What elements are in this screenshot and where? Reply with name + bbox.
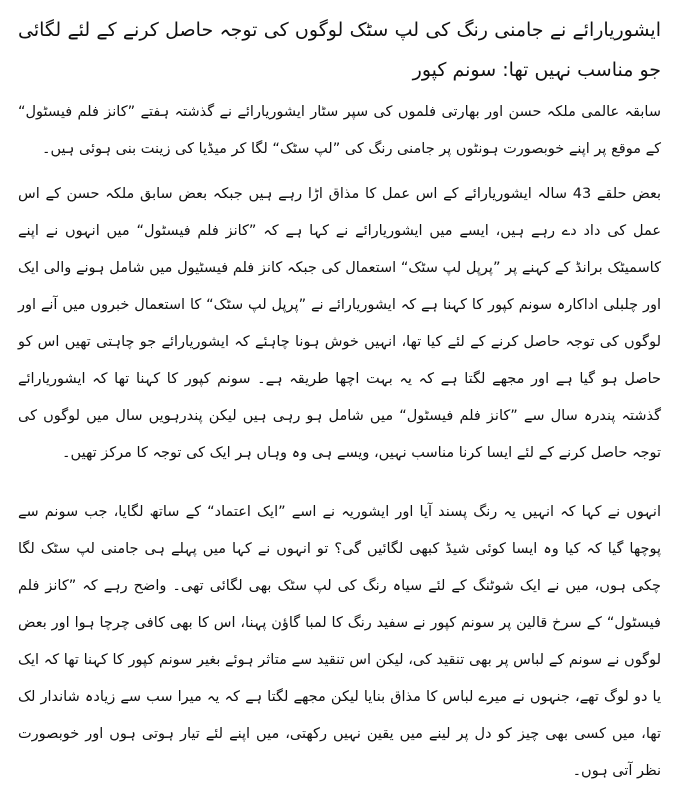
paragraph-intro: سابقہ عالمی ملکہ حسن اور بھارتی فلموں کی سپر سٹار ایشوریارائے نے گذشتہ ہفتے ”کانز فلم فیسٹول“ کے موقع پر اپنے خوبصورت ہونٹوں پر جامنی رنگ کی ”لپ سٹک“ لگا کر میڈیا کی زینت بنی ہوئی ہیں۔ — [18, 104, 661, 157]
article — [18, 10, 661, 798]
paragraph-reaction: بعض حلقے 43 سالہ ایشوریارائے کے اس عمل کا مذاق اڑا رہے ہیں جبکہ بعض سابق ملکہ حسن کے اس عمل کی داد دے رہے ہیں، ایسے میں ایشوریارائے نے کہا ہے کہ ”کانز فلم فیسٹول“ میں انہوں نے اپنے کاسمیٹک برانڈ کے کہنے پر ”پرپل لپ سٹک“ استعمال کی جبکہ کانز فلم فیسٹیول میں شامل ہونے والی ایک اور چلبلی اداکارہ سونم کپور کا کہنا ہے کہ ایشوریارائے نے ”پرپل لپ سٹک“ کا استعمال خبروں میں آنے اور لوگوں کی توجہ حاصل کرنے کے لئے کیا تھا، انہیں خوش ہونا چاہئے کہ ایشوریارائے جو چاہتی تھیں اس کو حاصل ہو گیا ہے اور مجھے لگتا ہے کہ یہ بہت اچھا طریقہ ہے۔ سونم کپور کا کہنا تھا کہ ایشوریارائے گذشتہ پندرہ سال سے ”کانز فلم فیسٹول“ میں شامل ہو رہی ہیں لیکن پندرہویں سال میں لوگوں کی توجہ حاصل کرنے کے لئے ایسا کرنا مناسب نہیں، ویسے ہی وہ وہاں ہر ایک کی توجہ کا مرکز تھیں۔ — [18, 186, 661, 461]
article-headline: ایشوریارائے نے جامنی رنگ کی لپ سٹک لوگوں کی توجہ حاصل کرنے کے لئے لگائی جو مناسب نہیں تھا: سونم کپور — [18, 19, 661, 81]
paragraph-sonam-quote: انہوں نے کہا کہ انہیں یہ رنگ پسند آیا اور ایشوریہ نے اسے ”ایک اعتماد“ کے ساتھ لگایا، جب سونم سے پوچھا گیا کہ کیا وہ ایسا کوئی شیڈ کبھی لگائیں گی؟ تو انہوں نے کہا میں پہلے ہی جامنی لپ سٹک لگا چکی ہوں، میں نے ایک شوٹنگ کے لئے سیاہ رنگ کی لپ سٹک بھی لگائی تھی۔ واضح رہے کہ ”کانز فلم فیسٹول“ کے سرخ قالین پر سونم کپور نے سفید رنگ کا لمبا گاؤن پہنا، اس کا بھی کافی چرچا ہوا اور بعض لوگوں نے سونم کے لباس پر بھی تنقید کی، لیکن اس تنقید سے متاثر ہوئے بغیر سونم کپور کا کہنا تھا کہ ایک یا دو لوگ تھے، جنہوں نے میرے لباس کا مذاق بنایا لیکن مجھے لگتا ہے کہ یہ میرا سب سے زیادہ شاندار لک تھا، میں کسی بھی چیز کو دل پر لینے میں یقین نہیں رکھتی، میں اپنے لئے تیار ہوتی ہوں اور خوبصورت نظر آتی ہوں۔ — [18, 504, 661, 779]
